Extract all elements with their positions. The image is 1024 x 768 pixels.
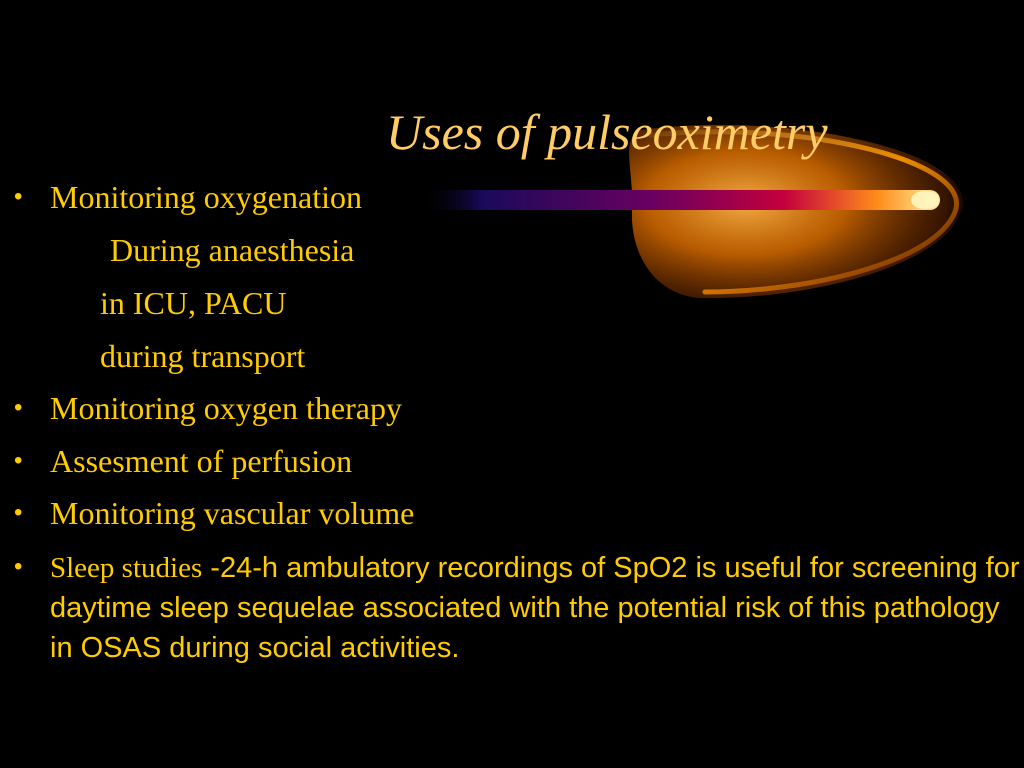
list-item: Monitoring vascular volume <box>50 495 415 531</box>
bullet-marker: • <box>14 394 23 421</box>
bullet-marker: • <box>14 499 23 526</box>
list-item: Assesment of perfusion <box>50 443 353 479</box>
list-item-sleep-studies <box>50 548 1020 668</box>
sub-list-item: in ICU, PACU <box>100 285 287 321</box>
list-item-detail: -24-h ambulatory recordings of SpO2 is useful for screening for daytime sleep sequelae associated with the potential risk of this pathology in OSAS during social activities. <box>50 552 1020 664</box>
list-item-lead: Sleep studies <box>50 552 203 584</box>
list-item: Monitoring oxygen therapy <box>50 390 402 426</box>
bullet-marker: • <box>14 447 23 474</box>
bullet-marker: • <box>14 183 23 210</box>
slide-title: Uses of pulseoximetry <box>386 104 828 160</box>
bullet-marker: • <box>14 553 23 580</box>
list-item: Monitoring oxygenation <box>50 179 362 215</box>
sub-list-item: during transport <box>100 338 306 374</box>
sub-list-item: During anaesthesia <box>110 232 355 268</box>
